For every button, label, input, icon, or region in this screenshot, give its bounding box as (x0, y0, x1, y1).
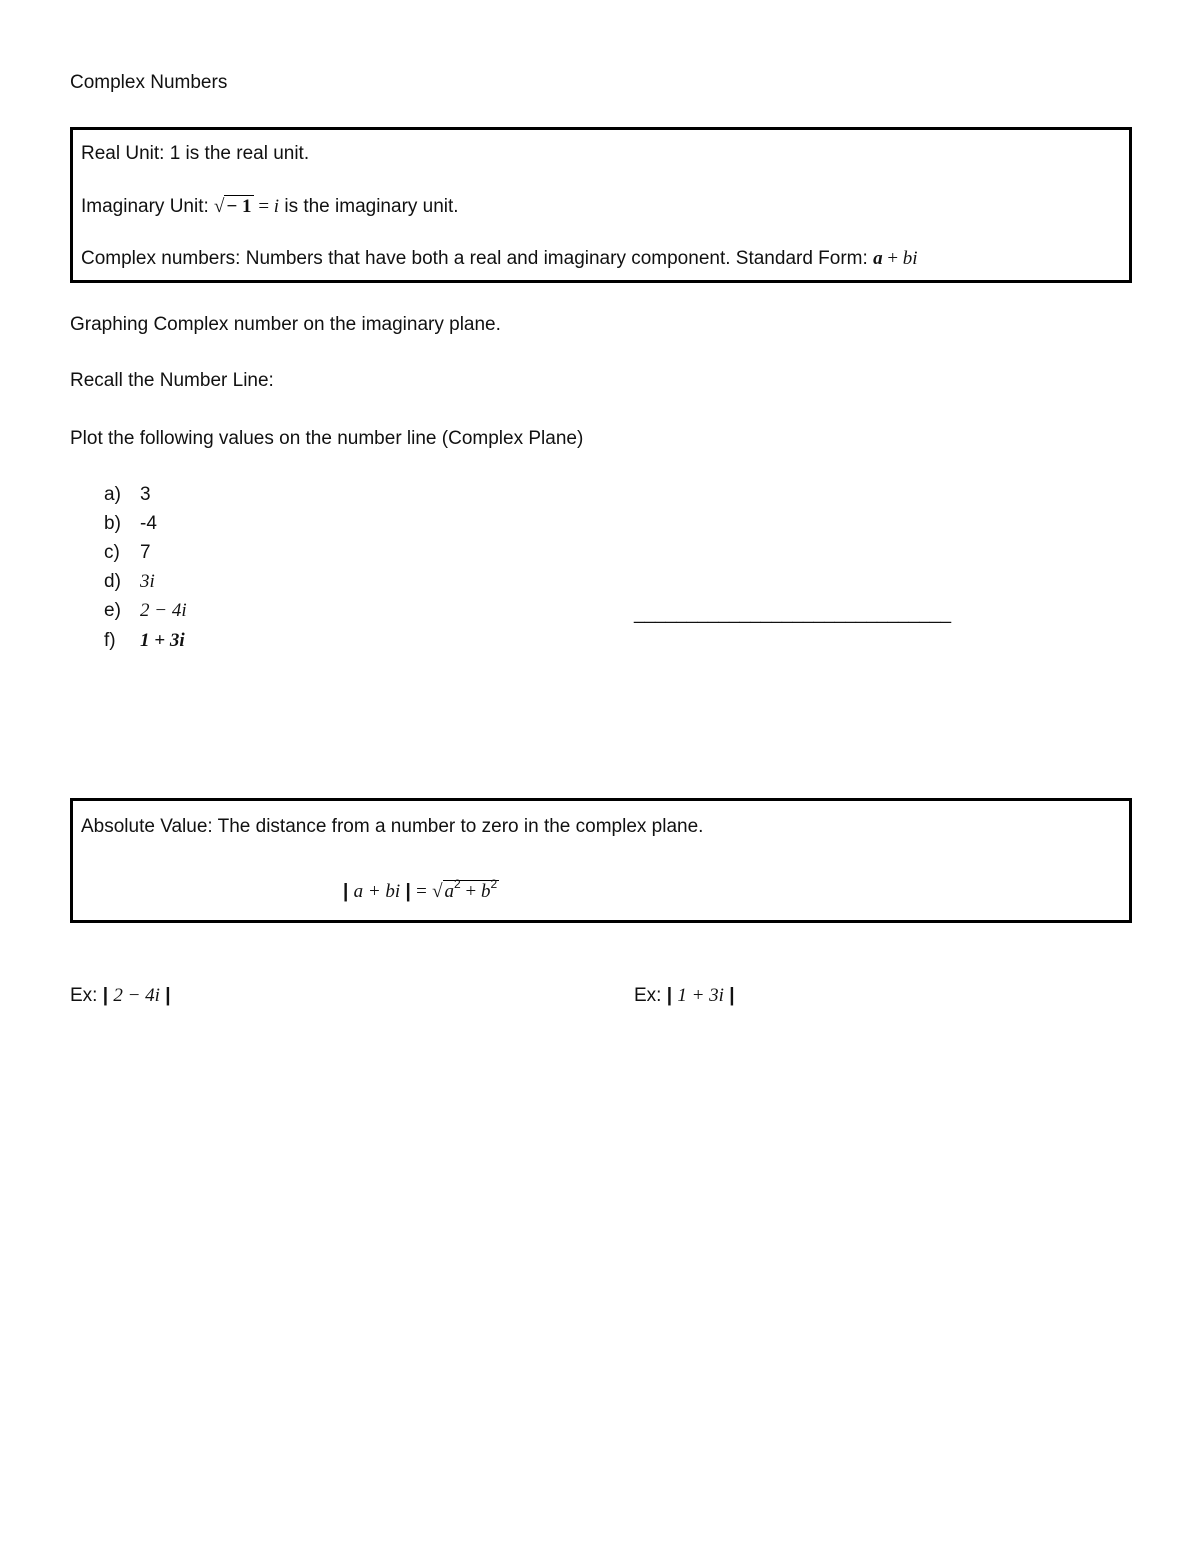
list-item: a) 3 (104, 484, 151, 505)
list-item: e) 2 − 4i (104, 600, 187, 621)
absolute-value-formula: | a + bi | = √ $a^2 + b^2$ (343, 877, 498, 902)
example-1: Ex: | 2 − 4i | (70, 985, 171, 1006)
absolute-value-box (70, 798, 1132, 923)
list-item: f) 1 + 3i (104, 630, 185, 651)
sqrt-neg-one: √ − 1 (214, 196, 252, 217)
list-item: c) 7 (104, 542, 151, 563)
absolute-value-definition: Absolute Value: The distance from a number to zero in the complex plane. (81, 816, 704, 837)
number-line: ______________________________ (634, 603, 952, 624)
recall-heading: Recall the Number Line: (70, 370, 274, 391)
imaginary-unit-definition: Imaginary Unit: √ − 1 = i is the imaginary unit. (81, 196, 459, 217)
definitions-box (70, 127, 1132, 283)
page-title: Complex Numbers (70, 72, 228, 93)
list-item: d) 3i (104, 571, 155, 592)
complex-numbers-definition: Complex numbers: Numbers that have both a real and imaginary component. Standard Form: a + bi (81, 248, 918, 269)
imaginary-unit-label: Imaginary Unit: (81, 196, 215, 217)
example-2: Ex: | 1 + 3i | (634, 985, 735, 1006)
plot-heading: Plot the following values on the number line (Complex Plane) (70, 428, 584, 449)
graphing-heading: Graphing Complex number on the imaginary plane. (70, 314, 501, 335)
real-unit-definition: Real Unit: 1 is the real unit. (81, 143, 310, 164)
list-item: b) -4 (104, 513, 157, 534)
